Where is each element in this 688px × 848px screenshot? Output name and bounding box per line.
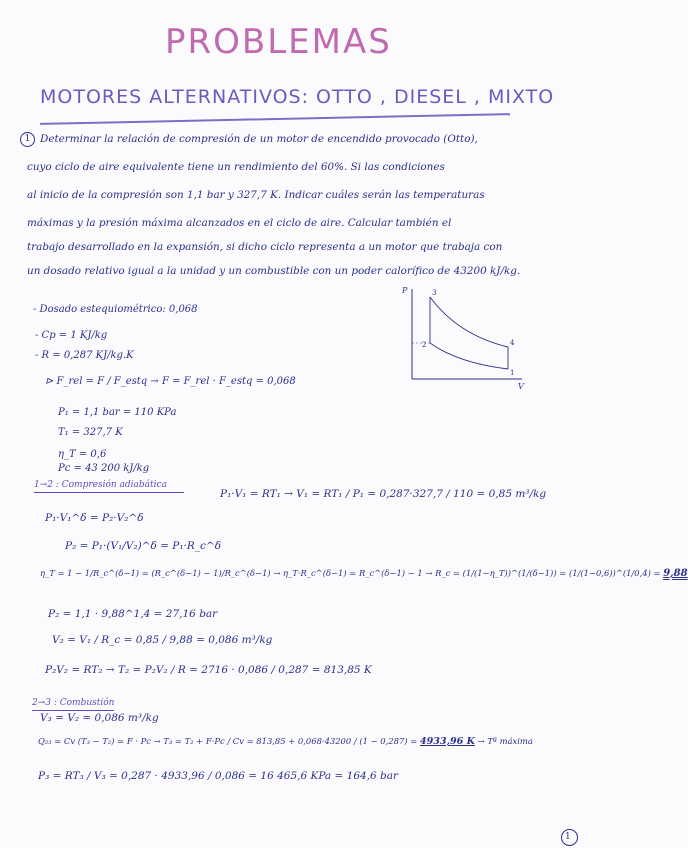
section-underline	[32, 710, 114, 711]
eq-v1: P₁·V₁ = RT₁ → V₁ = RT₁ / P₁ = 0,287·327,7 / 110 = 0,85 m³/kg	[220, 488, 547, 500]
statement-line: un dosado relativo igual a la unidad y un combustible con un poder calorífico de 43200 kJ/kg.	[27, 265, 521, 277]
section-compression-title: 1→2 : Compresión adiabática	[34, 480, 167, 490]
result-t3: 4933,96 K	[419, 736, 475, 747]
section-underline	[34, 492, 184, 493]
process-1-2	[430, 343, 508, 369]
page-subtitle: MOTORES ALTERNATIVOS: OTTO , DIESEL , MIXTO	[40, 86, 555, 108]
subtitle-underline	[40, 113, 510, 125]
data-r: - R = 0,287 KJ/kg.K	[35, 350, 134, 361]
eq-q23-text: Q₂₃ = Cv (T₃ − T₂) = F · Pc → T₃ = T₂ + F·Pc / Cv = 813,85 + 0,068·43200 / (1 − 0,287) =	[38, 736, 418, 746]
page-title: PROBLEMAS	[165, 22, 392, 62]
data-p1: P₁ = 1,1 bar = 110 KPa	[58, 407, 177, 418]
statement-line: trabajo desarrollado en la expansión, si dicho ciclo representa a un motor que trabaja con	[27, 241, 503, 253]
t3-note: → Tª máxima	[477, 736, 533, 746]
p-axis-label: P	[402, 286, 408, 295]
data-frel: ⊳ F_rel = F / F_estq → F = F_rel · F_estq = 0,068	[45, 376, 296, 387]
point-4-label: 4	[510, 339, 515, 347]
eq-pv: P₁·V₁^δ = P₂·V₂^δ	[45, 512, 144, 524]
eq-t2: P₂V₂ = RT₂ → T₂ = P₂V₂ / R = 2716 · 0,086 / 0,287 = 813,85 K	[45, 664, 372, 676]
data-eta: η_T = 0,6	[58, 449, 107, 460]
eq-v2: V₂ = V₁ / R_c = 0,85 / 9,88 = 0,086 m³/kg	[52, 634, 273, 646]
data-dosado: - Dosado estequiométrico: 0,068	[33, 304, 198, 315]
pv-diagram	[398, 283, 528, 391]
point-2-label: 2	[422, 341, 427, 349]
eq-efficiency-text: η_T = 1 − 1/R_c^(δ−1) = (R_c^(δ−1) − 1)/R_c^(δ−1) → η_T·R_c^(δ−1) = R_c^(δ−1) − 1 → R_c = (1/(1−η_T))^(1/(δ−1)) = (1/(1−0,6))^(1/0,4) =	[40, 568, 661, 578]
statement-line: cuyo ciclo de aire equivalente tiene un rendimiento del 60%. Si las condiciones	[27, 161, 445, 173]
statement-line: máximas y la presión máxima alcanzados en el ciclo de aire. Calcular también el	[27, 217, 452, 229]
eq-efficiency	[40, 568, 688, 579]
v-axis-label: V	[518, 382, 524, 391]
data-pc: Pc = 43 200 kJ/kg	[58, 463, 150, 474]
point-1-label: 1	[510, 369, 515, 377]
point-3-label: 3	[432, 289, 437, 297]
statement-line: Determinar la relación de compresión de un motor de encendido provocado (Otto),	[40, 133, 478, 145]
eq-q23	[38, 736, 533, 747]
statement-line: al inicio de la compresión son 1,1 bar y 327,7 K. Indicar cuáles serán las temperaturas	[27, 189, 485, 201]
data-t1: T₁ = 327,7 K	[58, 427, 123, 438]
eq-p2: P₂ = 1,1 · 9,88^1,4 = 27,16 bar	[48, 608, 218, 620]
section-combustion-title: 2→3 : Combustión	[32, 698, 115, 708]
eq-p3: P₃ = RT₃ / V₃ = 0,287 · 4933,96 / 0,086 = 16 465,6 KPa = 164,6 bar	[38, 770, 399, 782]
page-number: 1	[565, 832, 571, 842]
result-rc: 9,88	[663, 568, 688, 579]
eq-p2-ratio: P₂ = P₁·(V₁/V₂)^δ = P₁·R_c^δ	[65, 540, 222, 552]
data-cp: - Cp = 1 KJ/kg	[35, 330, 108, 341]
problem-number-badge: 1	[20, 132, 35, 147]
eq-v3: V₃ = V₂ = 0,086 m³/kg	[40, 712, 159, 724]
process-3-4	[430, 297, 508, 347]
